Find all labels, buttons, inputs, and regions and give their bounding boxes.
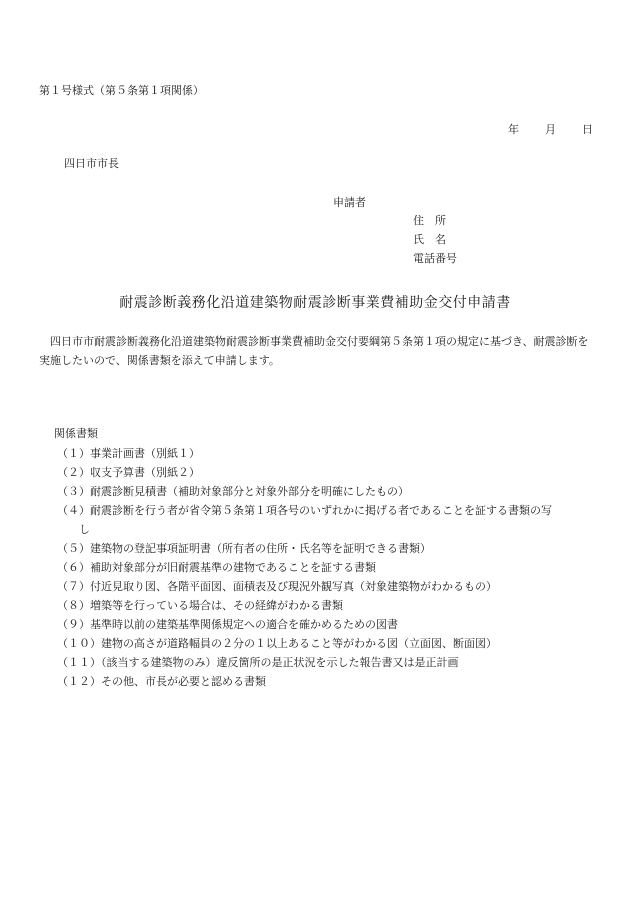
list-item: （８）増築等を行っている場合は、その経緯がわかる書類: [57, 599, 343, 612]
list-item: [57, 501, 597, 539]
applicant-address-label: 住 所: [413, 214, 446, 227]
list-item: （１０）建物の高さが道路幅員の２分の１以上あること等がわかる図（立面図、断面図）: [57, 637, 497, 650]
list-item: （２）収支予算書（別紙２）: [57, 466, 200, 479]
related-documents-list: [57, 444, 597, 691]
form-number: 第１号様式（第５条第１項関係）: [39, 84, 204, 97]
list-item: （３）耐震診断見積書（補助対象部分と対象外部分を明確にしたもの）: [57, 485, 409, 498]
applicant-label: 申請者: [333, 196, 366, 209]
date-day-label: 日: [582, 123, 593, 136]
applicant-phone-label: 電話番号: [413, 252, 457, 265]
list-item-text: （４）耐震診断を行う者が省令第５条第１項各号のいずれかに掲げる者であることを証する書類の写: [57, 504, 552, 517]
list-item: （７）付近見取り図、各階平面図、面積表及び現況外観写真（対象建築物がわかるもの）: [57, 580, 497, 593]
addressee: 四日市市長: [64, 157, 119, 170]
date-line: [508, 121, 593, 137]
list-item: （５）建築物の登記事項証明書（所有者の住所・氏名等を証明できる書類）: [57, 542, 431, 555]
list-item: （６）補助対象部分が旧耐震基準の建物であることを証する書類: [57, 561, 376, 574]
date-month-label: 月: [545, 123, 556, 136]
applicant-name-label: 氏 名: [413, 233, 446, 246]
list-item: （９）基準時以前の建築基準関係規定への適合を確かめるための図書: [57, 618, 398, 631]
list-item-continuation: し: [79, 523, 90, 536]
list-item: （１２）その他、市長が必要と認める書類: [57, 675, 266, 688]
list-item: （１）事業計画書（別紙１）: [57, 447, 200, 460]
list-item: （１１）（該当する建築物のみ）違反箇所の是正状況を示した報告書又は是正計画: [57, 656, 459, 669]
document-title: 耐震診断義務化沿道建築物耐震診断事業費補助金交付申請書: [119, 295, 511, 311]
application-statement: 四日市市耐震診断義務化沿道建築物耐震診断事業費補助金交付要綱第５条第１項の規定に基づき、耐震診断を実施したいので、関係書類を添えて申請します。: [39, 335, 589, 367]
related-documents-heading: 関係書類: [54, 427, 98, 440]
date-year-label: 年: [508, 123, 519, 136]
